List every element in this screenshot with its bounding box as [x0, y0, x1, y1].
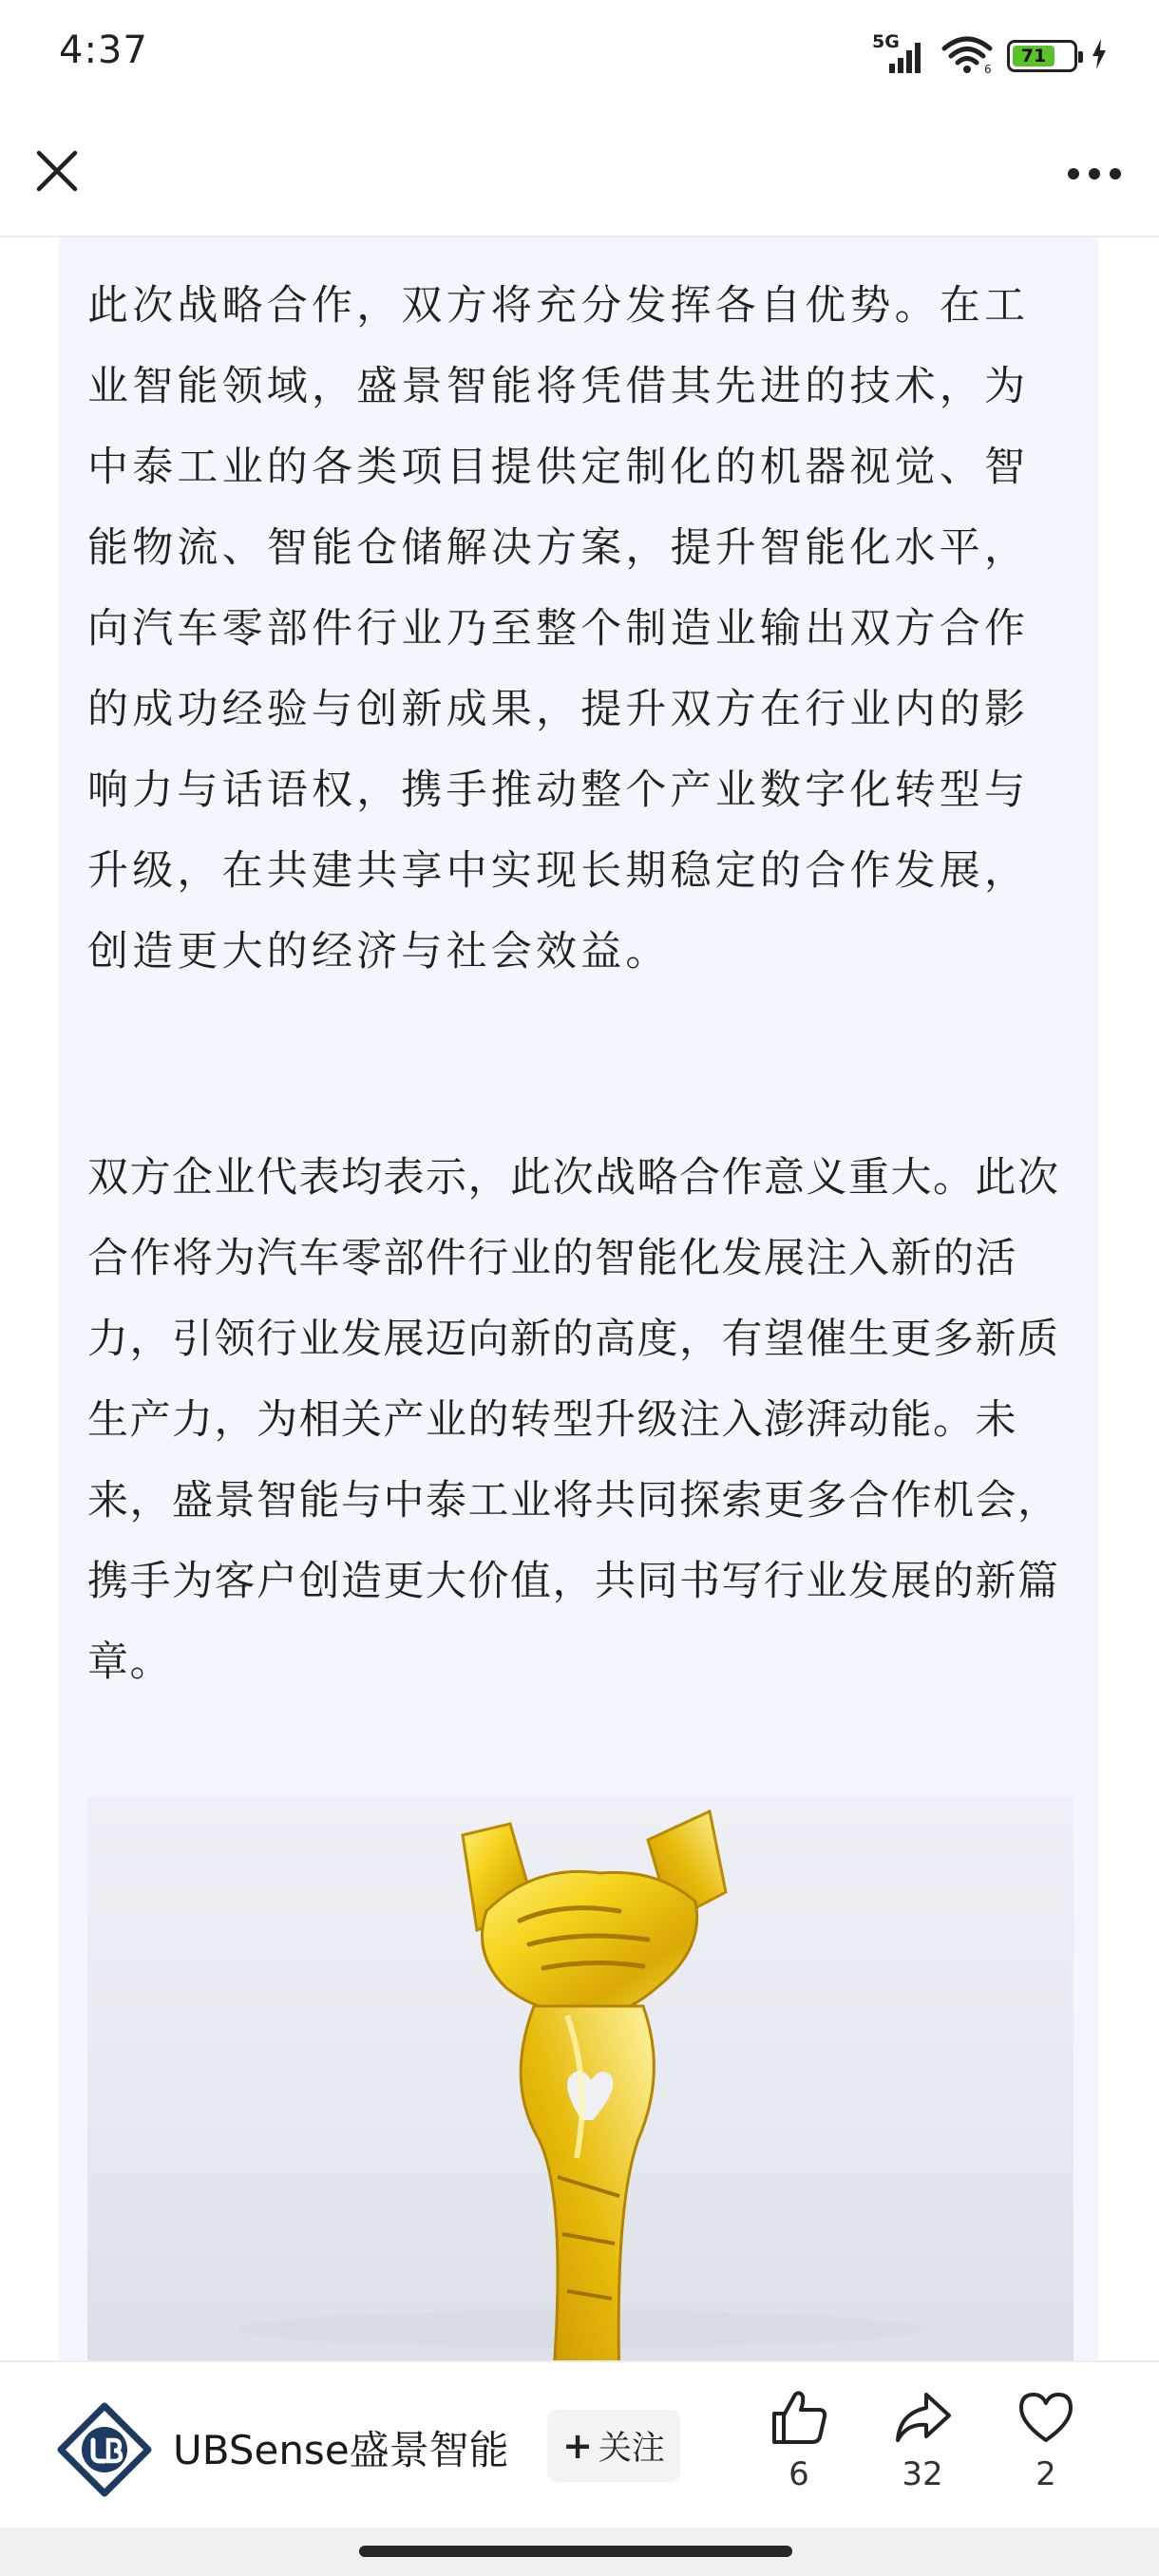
favorite-button[interactable]	[994, 2387, 1098, 2520]
svg-text:6: 6	[984, 63, 992, 75]
network-type-label: 5G	[872, 31, 900, 52]
battery-fill	[1013, 46, 1054, 66]
follow-button[interactable]	[547, 2410, 680, 2482]
article-body	[59, 237, 1098, 2360]
heart-icon	[1016, 2387, 1076, 2448]
more-icon	[1066, 167, 1123, 180]
home-indicator[interactable]	[359, 2546, 792, 2557]
top-navigation-bar	[0, 112, 1159, 237]
battery-tip	[1078, 51, 1083, 63]
share-button[interactable]	[870, 2387, 975, 2520]
trophy-photo[interactable]	[87, 1797, 1074, 2360]
close-button[interactable]	[27, 141, 87, 201]
close-icon	[35, 149, 79, 193]
favorite-count: 2	[1036, 2455, 1056, 2493]
status-time: 4:37	[59, 28, 148, 72]
follow-plus-icon: +	[562, 2425, 593, 2467]
share-count: 32	[902, 2455, 943, 2493]
account-name[interactable]: UBSense盛景智能	[173, 2427, 509, 2473]
signal-icon	[872, 31, 927, 77]
follow-label: 关注	[598, 2430, 665, 2468]
system-navigation-bar	[0, 2528, 1159, 2576]
handshake-trophy-image	[87, 1797, 1074, 2360]
wifi-icon	[940, 33, 994, 79]
more-options-button[interactable]	[1058, 150, 1130, 198]
article-paragraph: 双方企业代表均表示，此次战略合作意义重大。此次合作将为汽车零部件行业的智能化发展注入新的活力，引领行业发展迈向新的高度，有望催生更多新质生产力，为相关产业的转型升级注入澎湃动能。未来，盛景智能与中泰工业将共同探索更多合作机会，携手为客户创造更大价值，共同书写行业发展的新篇章。	[87, 1154, 1060, 1686]
charging-icon	[1091, 38, 1108, 74]
ubsense-logo-avatar[interactable]	[57, 2402, 152, 2497]
battery-level: 71	[1020, 46, 1047, 66]
thumbs-up-icon	[769, 2387, 829, 2448]
bottom-action-bar	[0, 2360, 1159, 2528]
status-icons	[872, 32, 1108, 80]
status-bar	[0, 0, 1159, 112]
like-button[interactable]	[747, 2387, 851, 2520]
like-count: 6	[788, 2455, 809, 2493]
battery-icon	[1007, 40, 1077, 72]
share-icon	[892, 2387, 953, 2448]
article-paragraph: 此次战略合作，双方将充分发挥各自优势。在工业智能领域，盛景智能将凭借其先进的技术，为中泰工业的各类项目提供定制化的机器视觉、智能物流、智能仓储解决方案，提升智能化水平，向汽车零部件行业乃至整个制造业输出双方合作的成功经验与创新成果，提升双方在行业内的影响力与话语权，携手推动整个产业数字化转型与升级，在共建共享中实现长期稳定的合作发展，创造更大的经济与社会效益。	[87, 282, 1030, 975]
